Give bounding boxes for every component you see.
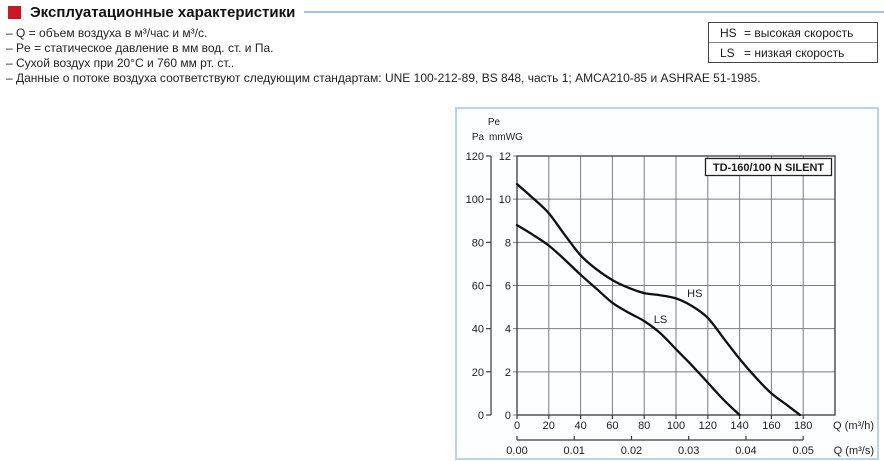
pa-tick-label: 40 <box>471 323 484 336</box>
ls-curve-label: LS <box>653 314 668 327</box>
x2-tick-label: 0.02 <box>620 445 643 457</box>
performance-chart-svg <box>457 109 877 458</box>
x2-tick-label: 0.05 <box>792 445 814 457</box>
note-line: – Данные о потоке воздуха соответствуют следующим стандартам: UNE 100-212-89, BS 848, часть 1; AMCA210-85 и ASHRAE 51-1985. <box>6 71 761 85</box>
mmwg-tick-label: 6 <box>504 280 511 293</box>
x-tick-label: 100 <box>666 420 686 432</box>
legend-row-ls <box>709 42 877 62</box>
legend-desc-ls: = низкая скорость <box>744 45 845 60</box>
x-tick-label: 60 <box>606 420 619 432</box>
x-tick-label: 160 <box>762 420 781 432</box>
note-line: – Сухой воздух при 20°C и 760 мм рт. ст.. <box>6 56 235 70</box>
x2-tick-label: 0.03 <box>678 445 700 457</box>
hs-curve-label: HS <box>687 287 703 300</box>
header-rule <box>304 11 884 13</box>
pa-tick-label: 0 <box>477 410 484 422</box>
pe-axis-label: Pe <box>487 117 501 128</box>
mmwg-tick-label: 2 <box>504 366 511 379</box>
pa-tick-label: 60 <box>471 280 484 293</box>
x2-tick-label: 0.00 <box>506 445 528 457</box>
pa-tick-label: 100 <box>465 194 484 207</box>
pa-tick-label: 120 <box>465 151 484 163</box>
mmwg-tick-label: 8 <box>504 237 511 250</box>
mmwg-tick-label: 12 <box>498 151 511 163</box>
ls-curve <box>517 225 740 415</box>
x-tick-label: 40 <box>574 420 587 432</box>
x-axis-label: Q (m³/h) <box>833 420 874 432</box>
x-tick-label: 140 <box>730 420 749 432</box>
x-tick-label: 120 <box>698 420 717 432</box>
section-title: Эксплуатационные характеристики <box>30 3 296 21</box>
mmwg-tick-label: 4 <box>504 323 511 336</box>
x2-tick-label: 0.04 <box>735 445 757 457</box>
section-bullet-icon <box>8 6 21 19</box>
x-tick-label: 0 <box>513 420 521 432</box>
mmwg-tick-label: 0 <box>504 410 511 422</box>
pa-axis-label: Pa <box>471 132 485 143</box>
legend-row-hs <box>709 23 877 42</box>
legend-desc-hs: = высокая скорость <box>744 25 854 40</box>
performance-chart <box>455 107 879 460</box>
pa-tick-label: 20 <box>471 366 484 379</box>
note-line: – Pe = статическое давление в мм вод. ст. и Па. <box>6 41 274 55</box>
notes-list <box>6 26 766 86</box>
speed-legend-box <box>708 22 878 63</box>
x2-axis-label: Q (m³/s) <box>833 445 874 457</box>
section-header <box>8 2 884 22</box>
x-tick-label: 80 <box>638 420 651 432</box>
hs-curve <box>517 184 800 415</box>
legend-code-hs: HS <box>720 25 737 40</box>
legend-code-ls: LS <box>720 45 735 60</box>
x2-tick-label: 0.01 <box>563 445 585 457</box>
chart-title: TD-160/100 N SILENT <box>712 162 825 174</box>
mmwg-axis-label: mmWG <box>489 132 523 143</box>
x-tick-label: 180 <box>794 420 813 432</box>
x-tick-label: 20 <box>542 420 555 432</box>
mmwg-tick-label: 10 <box>498 194 511 207</box>
note-line: – Q = объем воздуха в м³/час и м³/с. <box>6 26 208 40</box>
pa-tick-label: 80 <box>471 237 484 250</box>
